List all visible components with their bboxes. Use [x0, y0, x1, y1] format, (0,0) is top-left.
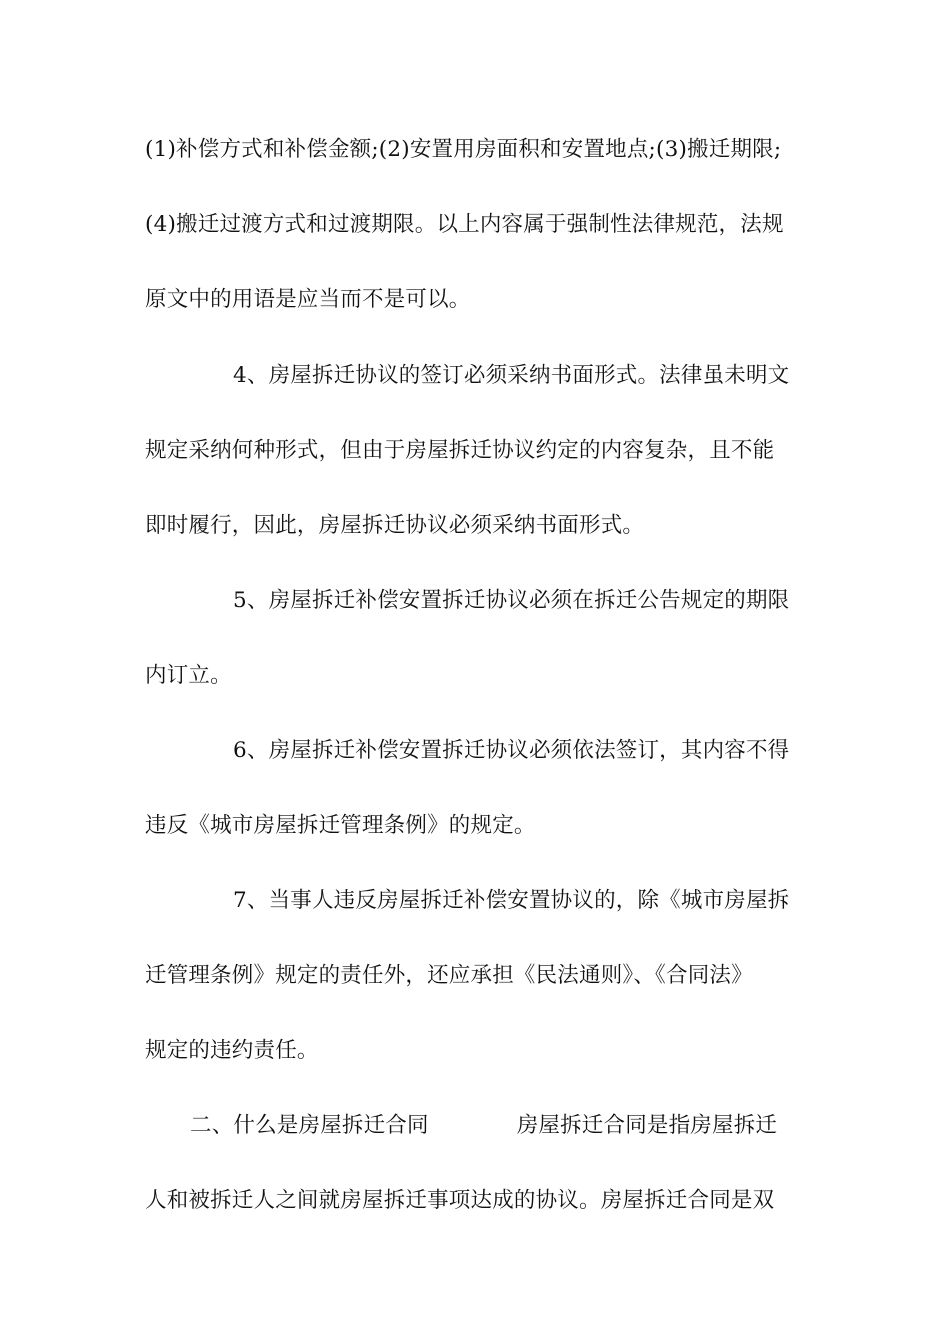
section-heading-line [190, 1111, 777, 1141]
text-line: 即时履行，因此，房屋拆迁协议必须采纳书面形式。 [145, 513, 645, 538]
text-line: 迁管理条例》规定的责任外，还应承担《民法通则》、《合同法》 [145, 963, 753, 988]
text-line: 违反《城市房屋拆迁管理条例》的规定。 [145, 813, 536, 838]
text-line: 规定采纳何种形式，但由于房屋拆迁协议约定的内容复杂，且不能 [145, 438, 775, 463]
text-line: 人和被拆迁人之间就房屋拆迁事项达成的协议。房屋拆迁合同是双 [145, 1188, 775, 1213]
text-line: (4)搬迁过渡方式和过渡期限。以上内容属于强制性法律规范，法规 [145, 212, 784, 237]
section-heading-continuation: 房屋拆迁合同是指房屋拆迁 [516, 1113, 778, 1138]
text-line: (1)补偿方式和补偿金额;(2)安置用房面积和安置地点;(3)搬迁期限; [145, 137, 782, 162]
paragraph-5-first-line: 5、房屋拆迁补偿安置拆迁协议必须在拆迁公告规定的期限 [233, 588, 790, 613]
paragraph-7-first-line: 7、当事人违反房屋拆迁补偿安置协议的，除《城市房屋拆 [233, 888, 790, 913]
paragraph-6-first-line: 6、房屋拆迁补偿安置拆迁协议必须依法签订，其内容不得 [233, 738, 790, 763]
section-heading: 二、什么是房屋拆迁合同 [190, 1113, 429, 1138]
text-line: 内订立。 [145, 663, 232, 688]
text-line: 规定的违约责任。 [145, 1038, 319, 1063]
paragraph-4-first-line: 4、房屋拆迁协议的签订必须采纳书面形式。法律虽未明文 [233, 363, 790, 388]
text-line: 原文中的用语是应当而不是可以。 [145, 287, 471, 312]
